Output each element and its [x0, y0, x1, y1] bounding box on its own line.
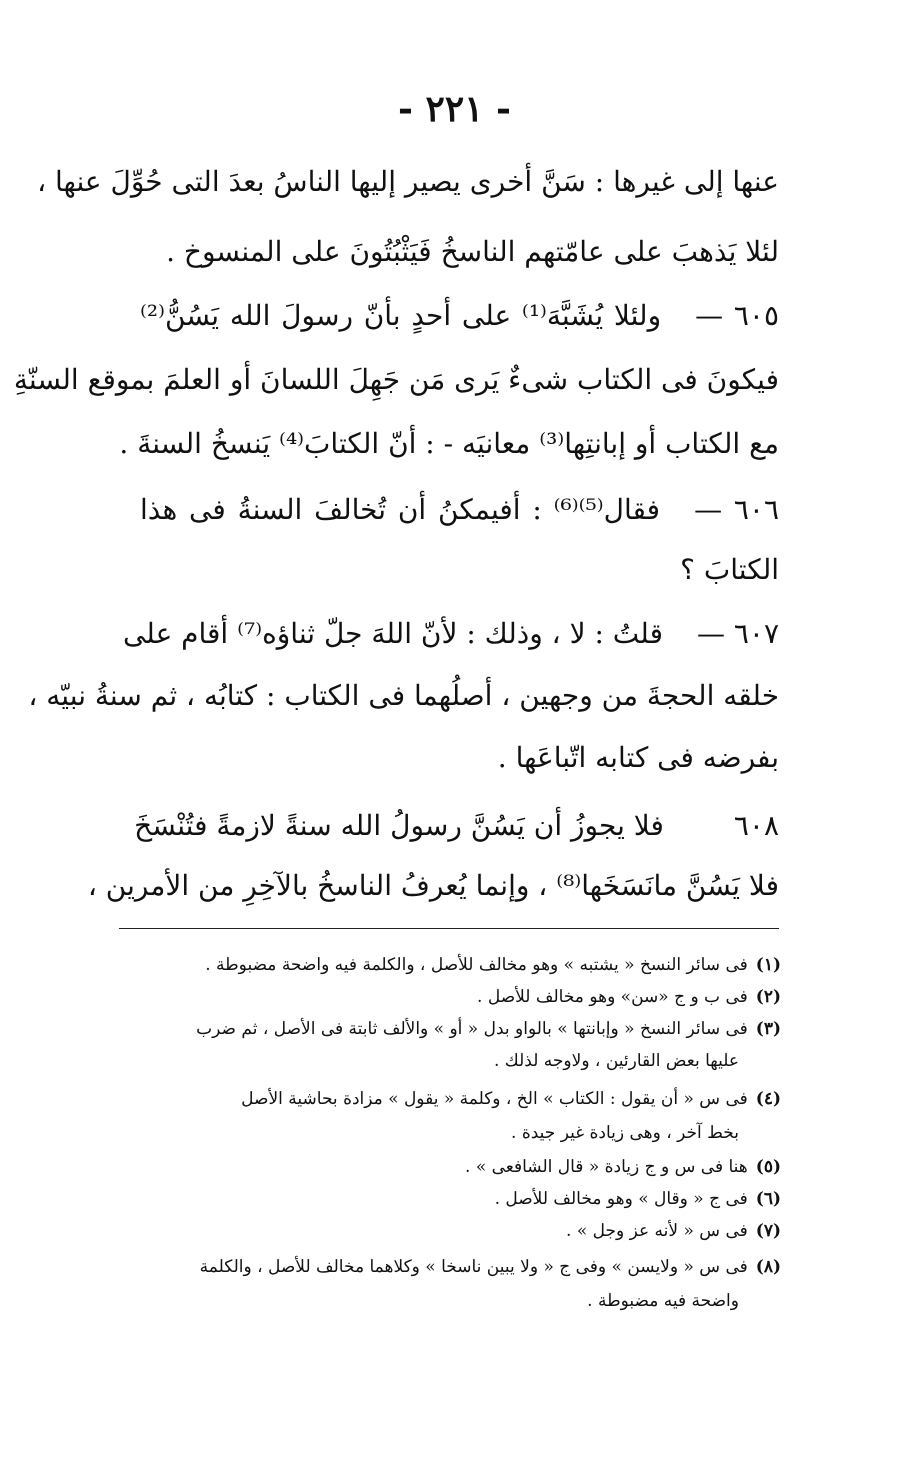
footnote-continuation: بخط آخر ، وهى زيادة غير جيدة . — [511, 1123, 739, 1143]
footnote-continuation: واضحة فيه مضبوطة . — [587, 1291, 739, 1311]
footnote — [140, 952, 781, 978]
page-number: - ٢٢١ - — [398, 88, 511, 130]
body-line: قلتُ : لا ، وذلك : لأنّ اللهَ جلّ ثناؤه⁽⁷⁾ أقام على — [122, 617, 663, 650]
footnote-number: (٨) — [755, 1257, 781, 1277]
body-line: خلقه الحجةَ من وجهين ، أصلُهما فى الكتاب : كتابُه ، ثم سنةُ نبيّه ، — [28, 679, 779, 712]
paragraph-608-first-line — [134, 806, 779, 846]
paragraph-606-first-line — [140, 490, 779, 530]
footnote-text: فى س « أن يقول : الكتاب » الخ ، وكلمة « يقول » مزادة بحاشية الأصل — [241, 1089, 748, 1109]
footnote-continuation: عليها بعض القارئين ، ولاوجه لذلك . — [493, 1051, 739, 1071]
paragraph-607-first-line — [122, 614, 779, 654]
body-line: عنها إلى غيرها : سَنَّ أخرى يصير إليها الناسُ بعدَ التى حُوِّلَ عنها ، — [37, 165, 779, 198]
footnote — [140, 984, 781, 1010]
paragraph-number: ٦٠٦ — — [694, 493, 779, 526]
footnote — [140, 1218, 781, 1244]
paragraph-number: ٦٠٧ — — [696, 617, 779, 650]
body-line: لئلا يَذهبَ على عامّتهم الناسخُ فَيَثْبُتُونَ على المنسوخ . — [166, 235, 779, 268]
body-line: فلا يَسُنَّ مانَسَخَها⁽⁸⁾ ، وإنما يُعرفُ الناسخُ بالآخِرِ من الأمرين ، — [87, 869, 779, 902]
paragraph-number: ٦٠٨ — [733, 809, 779, 842]
body-line: فقال⁽⁵⁾⁽⁶⁾ : أفيمكنُ أن تُخالفَ السنةُ فى هذا — [140, 493, 661, 526]
body-line: فلا يجوزُ أن يَسُنَّ رسولُ الله سنةً لازمةً فتُنْسَخَ — [134, 809, 664, 842]
footnote-text: فى ب و ج «سن» وهو مخالف للأصل . — [477, 987, 748, 1007]
footnote-separator — [119, 928, 779, 929]
footnote-number: (٦) — [755, 1189, 781, 1209]
footnote-text: هنا فى س و ج زيادة « قال الشافعى » . — [465, 1157, 748, 1177]
footnote-text: فى س « لأنه عز وجل » . — [566, 1221, 748, 1241]
footnote-text: فى ج « وقال » وهو مخالف للأصل . — [494, 1189, 748, 1209]
footnote-number: (٢) — [755, 987, 781, 1007]
footnote-text: فى سائر النسخ « يشتبه » وهو مخالف للأصل ، والكلمة فيه واضحة مضبوطة . — [205, 955, 748, 975]
footnote — [140, 1016, 781, 1042]
footnote-text: فى س « ولايسن » وفى ج « ولا يبين ناسخا » وكلاهما مخالف للأصل ، والكلمة — [199, 1257, 748, 1277]
paragraph-number: ٦٠٥ — — [695, 299, 779, 332]
footnote — [140, 1154, 781, 1180]
body-line: مع الكتاب أو إبانتِها⁽³⁾ معانيَه - : أنّ الكتابَ⁽⁴⁾ يَنسخُ السنةَ . — [119, 427, 779, 460]
body-line: بفرضه فى كتابه اتّباعَها . — [497, 741, 779, 774]
body-line: ولئلا يُشَبَّهَ⁽¹⁾ على أحدٍ بأنّ رسولَ الله يَسُنُّ⁽²⁾ — [140, 299, 662, 332]
footnote-number: (١) — [755, 955, 781, 975]
paragraph-605-first-line — [140, 296, 779, 336]
footnote-number: (٣) — [755, 1019, 781, 1039]
footnote — [140, 1086, 781, 1112]
body-line: الكتابَ ؟ — [680, 553, 779, 586]
footnote-number: (٤) — [755, 1089, 781, 1109]
footnote-number: (٥) — [755, 1157, 781, 1177]
body-line: فيكونَ فى الكتاب شىءٌ يَرى مَن جَهِلَ اللسانَ أو العلمَ بموقع السنّةِ — [13, 363, 779, 396]
footnote — [140, 1186, 781, 1212]
footnote-number: (٧) — [755, 1221, 781, 1241]
footnote — [140, 1254, 781, 1280]
footnote-text: فى سائر النسخ « وإبانتها » بالواو بدل « أو » والألف ثابتة فى الأصل ، ثم ضرب — [196, 1019, 748, 1039]
